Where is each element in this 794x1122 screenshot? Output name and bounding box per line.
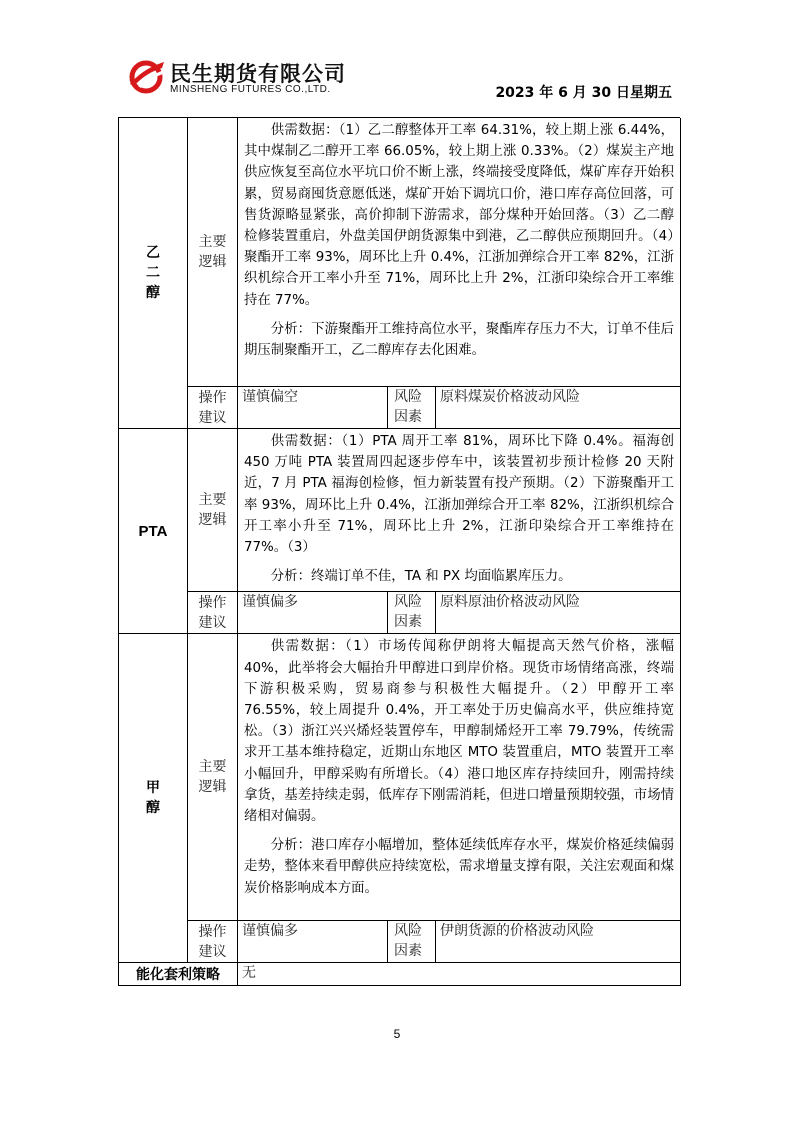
table-row-strategy xyxy=(119,963,681,986)
brand-name-en: MINSHENG FUTURES CO.,LTD. xyxy=(170,84,331,95)
main-logic-meg xyxy=(238,118,681,387)
label-main-logic: 主要逻辑 xyxy=(188,634,238,921)
strategy-table xyxy=(118,118,681,986)
table-row-methanol-logic xyxy=(119,634,681,921)
analysis-text: 分析：终端订单不佳，TA 和 PX 均面临累库压力。 xyxy=(270,569,572,585)
supply-demand-text: 供需数据：（1）乙二醇整体开工率 64.31%，较上期上涨 6.44%，其中煤制乙二醇开工率 66.05%，较上期上涨 0.33%。（2）煤炭主产地供应恢复至高位水平坑口价不断上涨，终端接受度降低，煤矿库存开始积累，贸易商囤货意愿低迷，煤矿开始下调坑口价，港口库存高位回落，可售货源略显紧张，高价抑制下游需求，部分煤种开始回落。（3）乙二醇检修装置重启，外盘美国伊朗货源集中到港，乙二醇供应预期回升。（4）聚酯开工率 93%，周环比上升 0.4%，江浙加弹综合开工率 82%，江浙织机综合开工率小升至 71%，周环比上升 2%，江浙印染综合开工率维持在 77%。 xyxy=(244,123,675,308)
label-strategy: 能化套利策略 xyxy=(119,963,238,986)
report-date: 2023 年 6 月 30 日星期五 xyxy=(495,85,672,101)
supply-demand-text: 供需数据：（1）PTA 周开工率 81%，周环比下降 0.4%。福海创 450 万吨 PTA 装置周四起逐步停车中，该装置初步预计检修 20 天附近，7 月 PTA 福海创检修，恒力新装置有投产预期。（2）下游聚酯开工率 93%，周环比上升 0.4%，江浙加弹综合开工率 82%，江浙织机综合开工率小升至 71%，周环比上升 2%，江浙印染综合开工率维持在 77%。（3） xyxy=(244,434,675,556)
label-risk: 风险因素 xyxy=(388,387,436,429)
label-main-logic: 主要逻辑 xyxy=(188,429,238,592)
table-row-pta-logic xyxy=(119,429,681,592)
table-row-pta-operation xyxy=(119,592,681,634)
brand-name-cn: 民生期货有限公司 xyxy=(170,62,346,86)
label-operation: 操作建议 xyxy=(188,387,238,429)
operation-pta: 谨慎偏多 xyxy=(238,592,388,634)
page-header xyxy=(118,54,680,104)
label-risk: 风险因素 xyxy=(388,921,436,963)
operation-meg: 谨慎偏空 xyxy=(238,387,388,429)
label-operation: 操作建议 xyxy=(188,921,238,963)
risk-meg: 原料煤炭价格波动风险 xyxy=(436,387,681,429)
supply-demand-text: 供需数据：（1）市场传闻称伊朗将大幅提高天然气价格，涨幅 40%，此举将会大幅抬升甲醇进口到岸价格。现货市场情绪高涨，终端下游积极采购，贸易商参与积极性大幅提升。（2）甲醇开工率 76.55%，较上周提升 0.4%，开工率处于历史偏高水平，供应维持宽松。（3）浙江兴兴烯烃装置停车，甲醇制烯烃开工率 79.79%，传统需求开工基本维持稳定，近期山东地区 MTO 装置重启，MTO 装置开工率小幅回升，甲醇采购有所增长。（4）港口地区库存持续回升，刚需持续拿货，基差持续走弱，低库存下刚需消耗，但进口增量预期较强，市场情绪相对偏弱。 xyxy=(244,639,675,825)
label-risk: 风险因素 xyxy=(388,592,436,634)
analysis-text: 分析：港口库存小幅增加，整体延续低库存水平，煤炭价格延续偏弱走势，整体来看甲醇供应持续宽松，需求增量支撑有限，关注宏观面和煤炭价格影响成本方面。 xyxy=(244,838,675,896)
strategy-value: 无 xyxy=(238,963,681,986)
page-number: 5 xyxy=(393,1027,401,1041)
product-name-meg: 乙二醇 xyxy=(119,118,188,429)
product-name-pta: PTA xyxy=(119,429,188,634)
table-row-meg-operation xyxy=(119,387,681,429)
minsheng-logo-icon xyxy=(126,56,166,96)
table-row-meg-logic xyxy=(119,118,681,387)
main-logic-pta xyxy=(238,429,681,592)
table-row-methanol-operation xyxy=(119,921,681,963)
label-main-logic: 主要逻辑 xyxy=(188,118,238,387)
product-name-methanol: 甲醇 xyxy=(119,634,188,963)
operation-methanol: 谨慎偏多 xyxy=(238,921,388,963)
label-operation: 操作建议 xyxy=(188,592,238,634)
analysis-text: 分析：下游聚酯开工维持高位水平，聚酯库存压力不大，订单不佳后期压制聚酯开工，乙二醇库存去化困难。 xyxy=(244,321,675,359)
risk-pta: 原料原油价格波动风险 xyxy=(436,592,681,634)
main-logic-methanol xyxy=(238,634,681,921)
risk-methanol: 伊朗货源的价格波动风险 xyxy=(436,921,681,963)
